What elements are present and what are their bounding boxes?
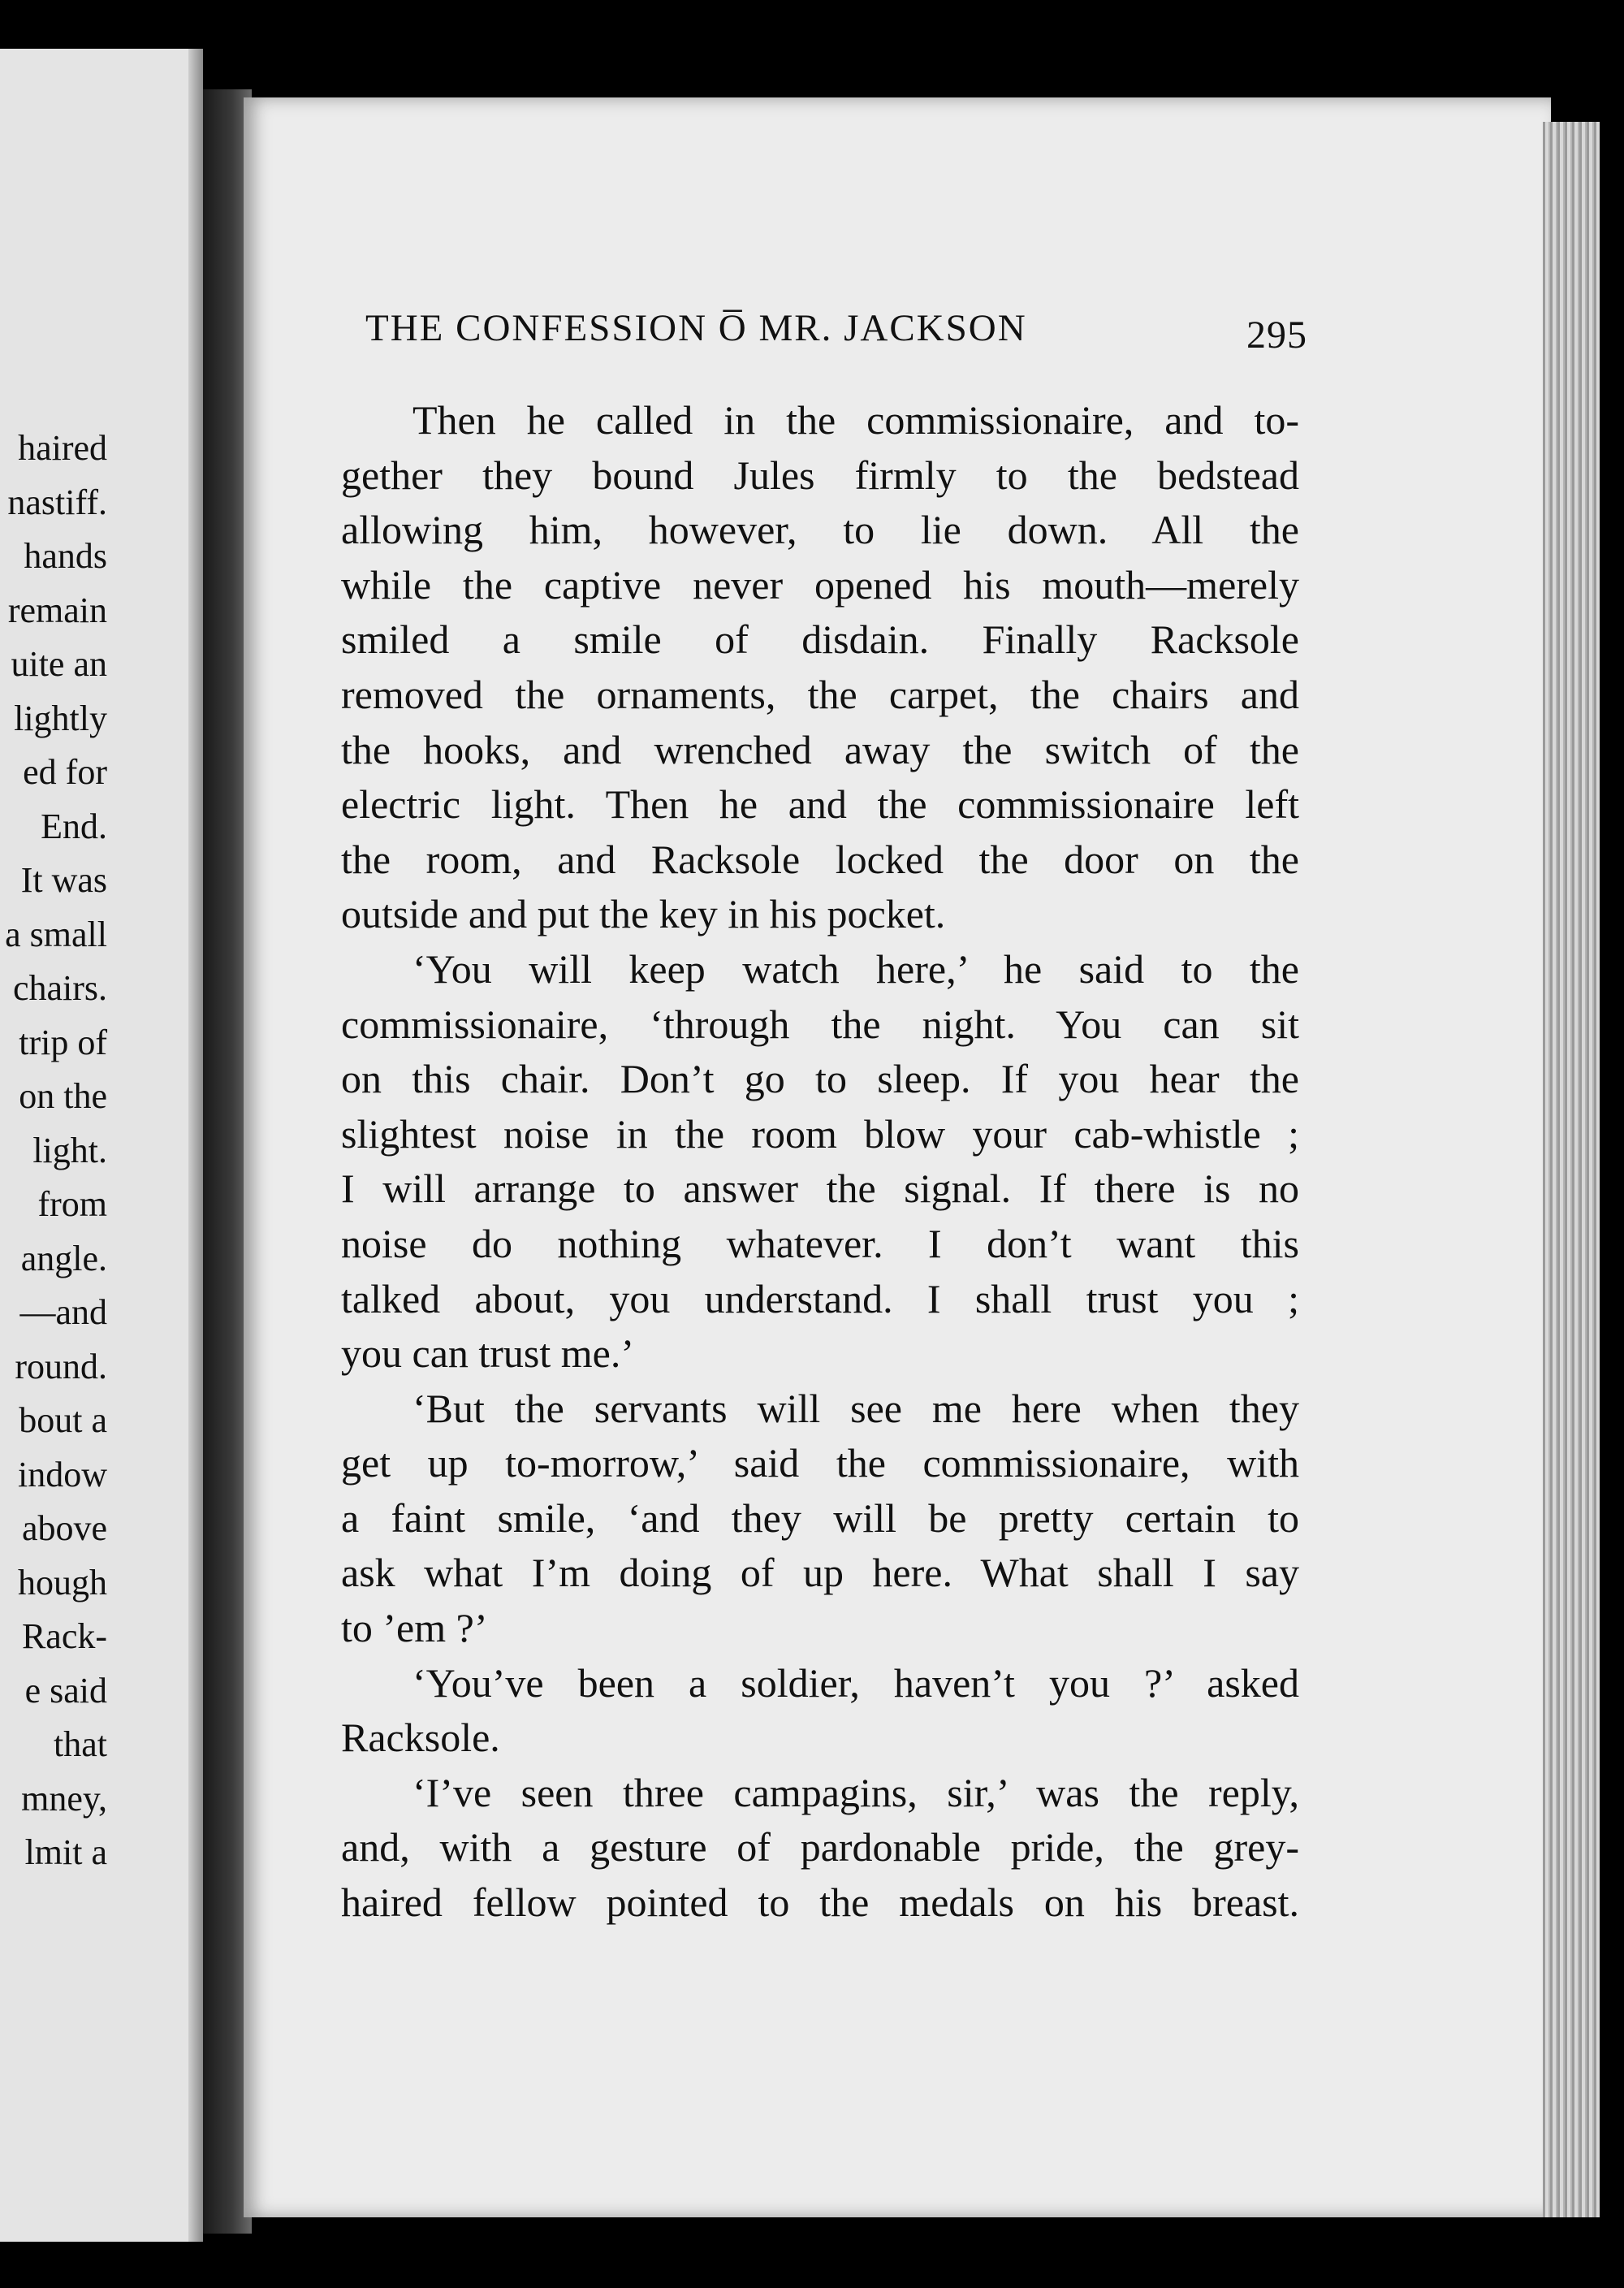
page-edges <box>1543 122 1600 2217</box>
text-line: you can trust me.’ <box>341 1330 635 1377</box>
facing-page-line: angle. <box>20 1238 107 1278</box>
facing-page-line: It was <box>20 860 107 900</box>
page-body-text <box>341 393 1299 1931</box>
facing-page-line: haired <box>18 428 107 468</box>
facing-page-line: —and <box>19 1292 107 1332</box>
page-number: 295 <box>1246 314 1307 357</box>
text-line: noise do nothing whatever. I don’t want this <box>341 1220 1299 1266</box>
text-line: Then he called in the commissionaire, and to- <box>412 397 1299 443</box>
facing-page <box>0 49 203 2242</box>
facing-page-line: chairs. <box>12 968 107 1008</box>
running-header <box>365 306 1307 363</box>
text-line: ‘But the servants will see me here when they <box>412 1385 1299 1431</box>
facing-page-line: nastiff. <box>7 482 107 522</box>
facing-page-line: e said <box>24 1670 107 1711</box>
text-line: electric light. Then he and the commissionaire left <box>341 781 1299 828</box>
text-line: and, with a gesture of pardonable pride, the grey- <box>341 1824 1299 1871</box>
facing-page-gutter <box>188 49 203 2242</box>
text-line: ask what I’m doing of up here. What shall I say <box>341 1550 1299 1596</box>
text-line: ‘You’ve been a soldier, haven’t you ?’ asked <box>412 1659 1299 1706</box>
facing-page-text <box>5 422 107 1880</box>
facing-page-line: hands <box>24 536 107 576</box>
text-line: while the captive never opened his mouth—merely <box>341 561 1299 608</box>
running-title: THE CONFESSION O̅ MR. JACKSON <box>365 307 1027 349</box>
facing-page-line: trip of <box>19 1022 107 1062</box>
facing-page-line: uite an <box>11 644 107 684</box>
text-line: the room, and Racksole locked the door on the <box>341 836 1299 882</box>
text-line: talked about, you understand. I shall trust you ; <box>341 1275 1299 1321</box>
text-line: slightest noise in the room blow your cab-whistle ; <box>341 1110 1299 1157</box>
text-line: get up to-morrow,’ said the commissionaire, with <box>341 1440 1299 1486</box>
text-line: removed the ornaments, the carpet, the chairs and <box>341 671 1299 717</box>
facing-page-line: lmit a <box>24 1832 107 1872</box>
facing-page-line: bout a <box>19 1400 107 1440</box>
facing-page-line: ed for <box>23 752 107 792</box>
text-line: allowing him, however, to lie down. All the <box>341 507 1299 553</box>
facing-page-line: lightly <box>14 698 107 738</box>
facing-page-line: on the <box>19 1076 107 1116</box>
text-line: commissionaire, ‘through the night. You can sit <box>341 1001 1299 1047</box>
facing-page-line: a small <box>5 914 107 954</box>
text-line: outside and put the key in his pocket. <box>341 891 946 937</box>
text-line: I will arrange to answer the signal. If there is no <box>341 1166 1299 1212</box>
facing-page-line: from <box>37 1184 107 1224</box>
text-line: Racksole. <box>341 1715 500 1761</box>
text-line: smiled a smile of disdain. Finally Racksole <box>341 616 1299 663</box>
facing-page-line: round. <box>15 1346 107 1386</box>
facing-page-line: End. <box>41 806 107 846</box>
text-line: the hooks, and wrenched away the switch of the <box>341 726 1299 772</box>
text-line: haired fellow pointed to the medals on his breast. <box>341 1879 1299 1926</box>
facing-page-line: mney, <box>21 1778 107 1819</box>
facing-page-line: indow <box>18 1454 107 1494</box>
facing-page-line: hough <box>18 1562 107 1602</box>
text-line: ‘I’ve seen three campagins, sir,’ was the reply, <box>412 1769 1299 1815</box>
text-line: to ’em ?’ <box>341 1605 488 1651</box>
text-line: gether they bound Jules firmly to the bedstead <box>341 452 1299 498</box>
facing-page-line: remain <box>7 590 107 630</box>
text-line: on this chair. Don’t go to sleep. If you hear the <box>341 1056 1299 1102</box>
facing-page-line: Rack- <box>21 1616 107 1656</box>
facing-page-line: that <box>54 1724 107 1764</box>
text-line: a faint smile, ‘and they will be pretty certain to <box>341 1494 1299 1541</box>
text-line: ‘You will keep watch here,’ he said to the <box>412 945 1299 992</box>
facing-page-line: above <box>21 1508 107 1548</box>
facing-page-line: light. <box>32 1130 107 1170</box>
